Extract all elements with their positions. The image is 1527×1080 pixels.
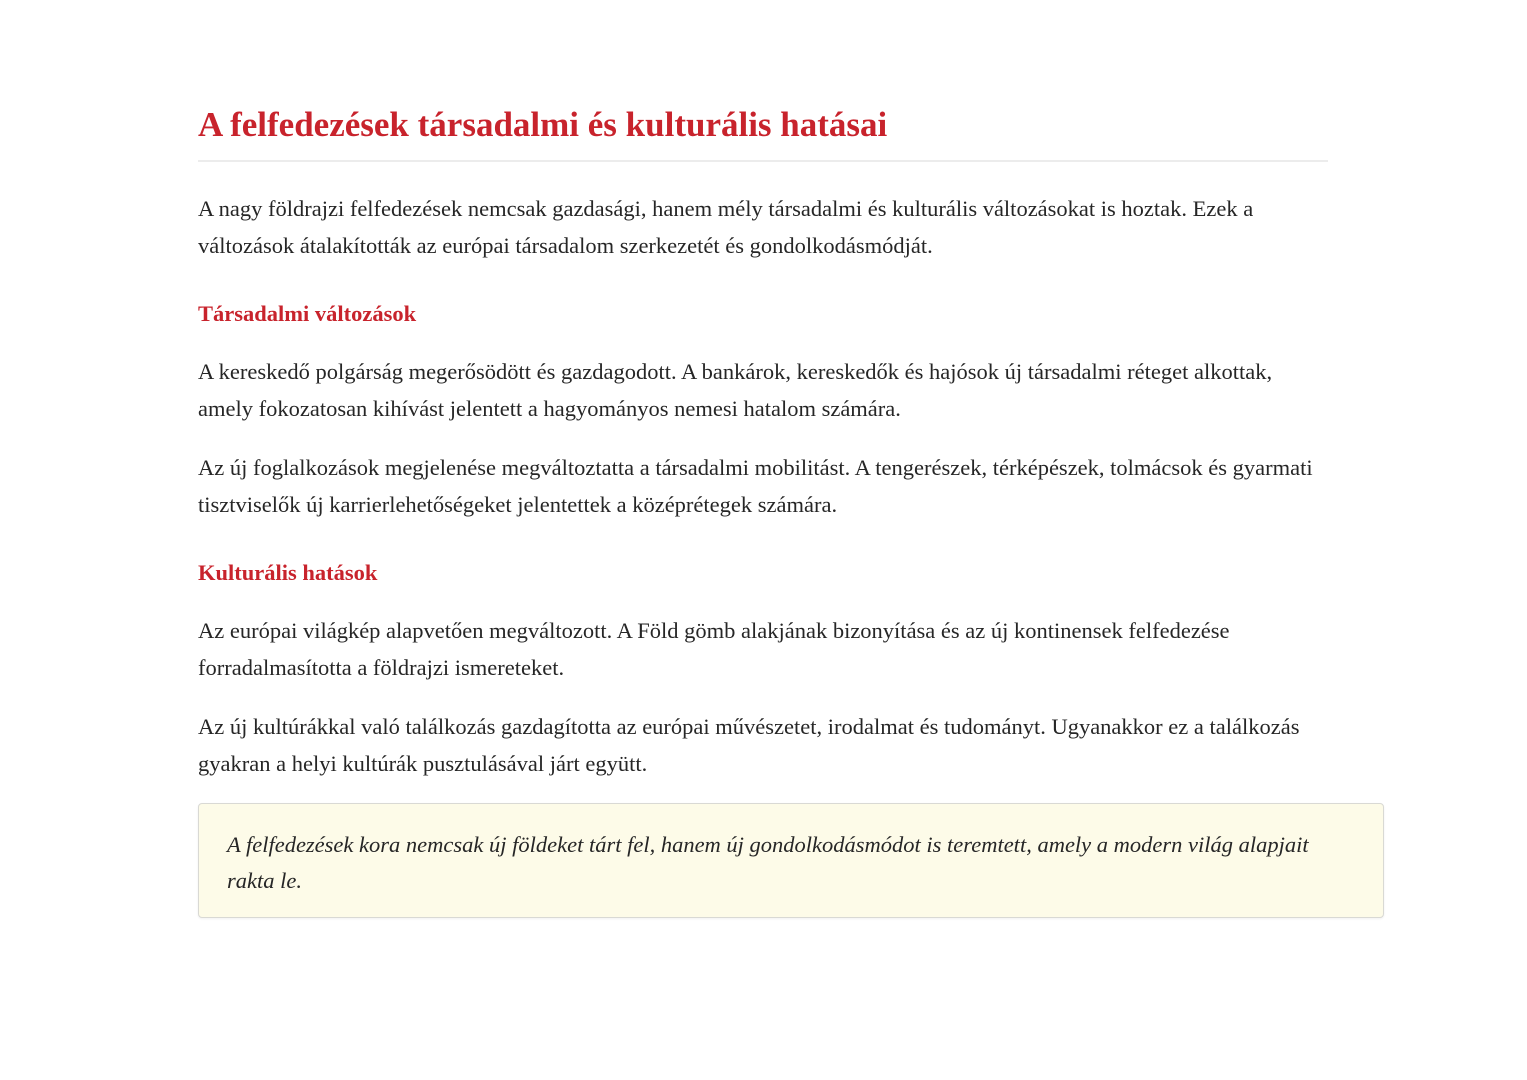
callout-quote: A felfedezések kora nemcsak új földeket tárt fel, hanem új gondolkodásmódot is teremtett, amely a modern világ alapjait rakta le. [227, 832, 1309, 893]
summary-callout-box [198, 803, 1384, 918]
section-heading-cultural-effects: Kulturális hatások [198, 560, 378, 585]
intro-paragraph: A nagy földrajzi felfedezések nemcsak gazdasági, hanem mély társadalmi és kulturális változásokat is hoztak. Ezek a változások átalakították az európai társadalom szerkezetét és gondolkodásmódját. [198, 196, 1254, 258]
section-heading-social-changes: Társadalmi változások [198, 301, 417, 326]
paragraph: A kereskedő polgárság megerősödött és gazdagodott. A bankárok, kereskedők és hajósok új társadalmi réteget alkottak, amely fokozatosan kihívást jelentett a hagyományos nemesi hatalom számára. [198, 359, 1273, 421]
paragraph: Az új foglalkozások megjelenése megváltoztatta a társadalmi mobilitást. A tengerészek, térképészek, tolmácsok és gyarmati tisztviselők új karrierlehetőségeket jelentettek a középrétegek számára. [198, 455, 1313, 517]
paragraph: Az új kultúrákkal való találkozás gazdagította az európai művészetet, irodalmat és tudományt. Ugyanakkor ez a találkozás gyakran a helyi kultúrák pusztulásával járt együtt. [198, 714, 1300, 776]
page-title: A felfedezések társadalmi és kulturális hatásai [198, 105, 888, 144]
title-divider [198, 160, 1328, 162]
paragraph: Az európai világkép alapvetően megváltozott. A Föld gömb alakjának bizonyítása és az új kontinensek felfedezése forradalmasította a földrajzi ismereteket. [198, 618, 1230, 680]
